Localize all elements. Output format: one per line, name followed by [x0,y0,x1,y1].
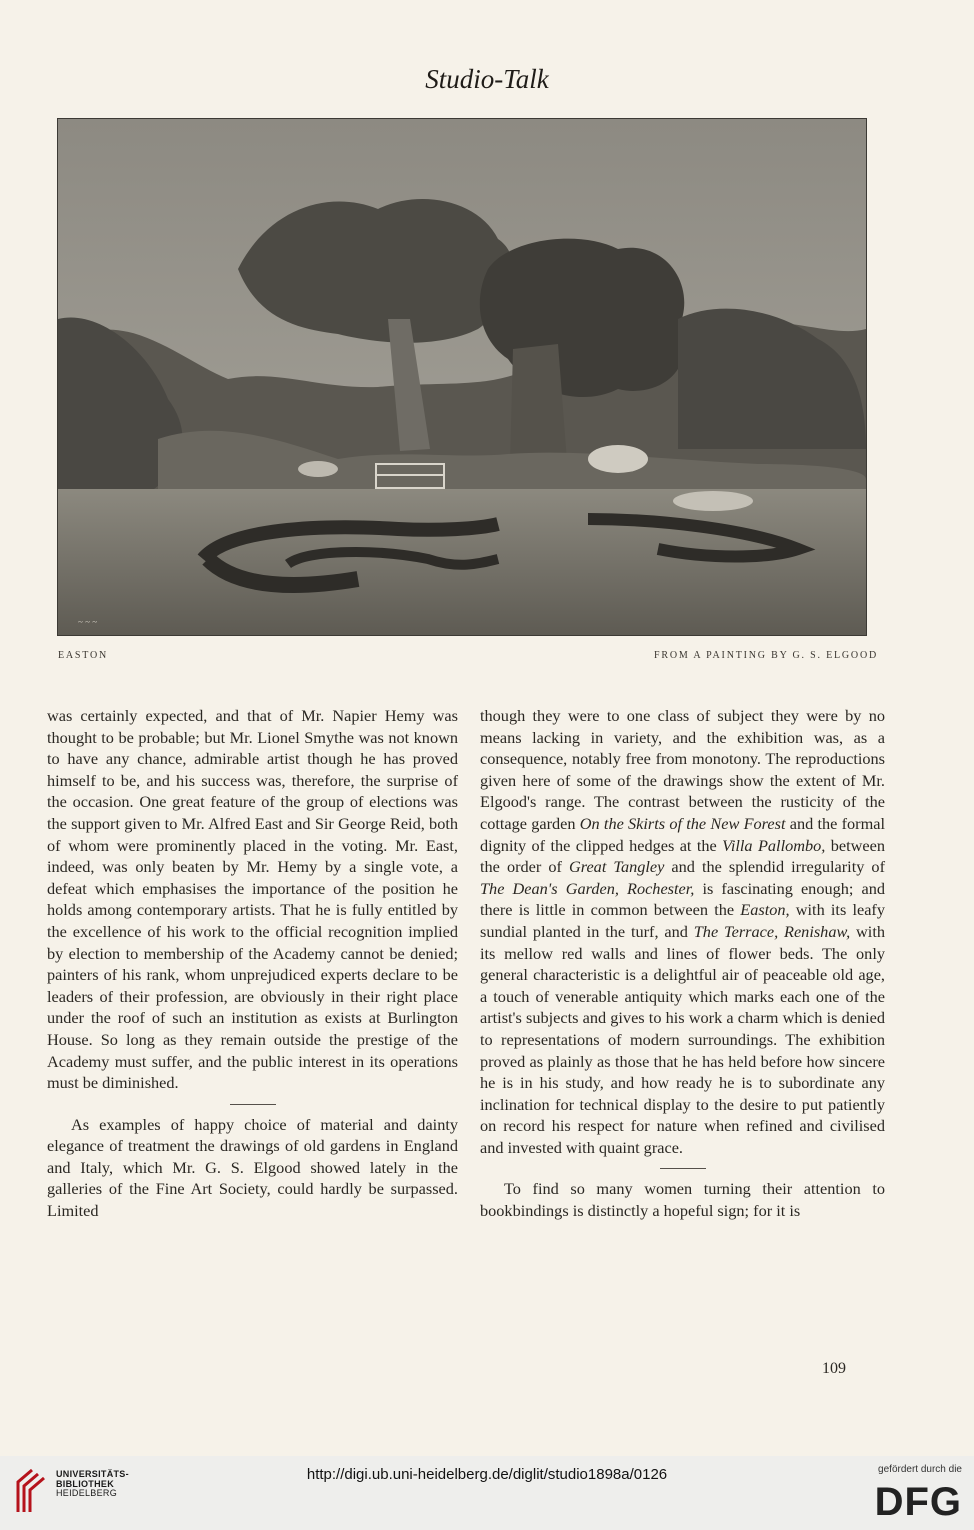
running-header: Studio-Talk [425,64,549,94]
section-divider [660,1168,706,1169]
right-column [480,705,885,1222]
left-paragraph-2: As examples of happy choice of material and dainty elegance of treatment the drawings of old gardens in England and Italy, which Mr. G. S. Elgood showed lately in the galleries of the Fine Art Society, could hardly be surpassed. Limited [47,1114,458,1221]
title-deans-garden: The Dean's Garden, Rochester, [480,878,695,898]
funding-note: gefördert durch die [878,1464,962,1475]
svg-text:~ ~ ~: ~ ~ ~ [78,617,98,627]
library-name: UNIVERSITÄTS- BIBLIOTHEK HEIDELBERG [56,1469,129,1498]
painting-plate [57,118,867,636]
permalink-url[interactable]: http://digi.ub.uni-heidelberg.de/diglit/studio1898a/0126 [306,1466,668,1483]
plate-caption-title: EASTON [58,650,109,661]
right-paragraph-1: though they were to one class of subject they were by no means lacking in variety, and the exhibition was, as a consequence, notably free from monotony. The reproductions given here of some of the drawings show the extent of Mr. Elgood's range. The contrast between the rusticity of the cottage garden On the Skirts of the New Forest and the formal dignity of the clipped hedges at the Villa Pallombo, between the order of Great Tangley and the splendid irregularity of The Dean's Garden, Rochester, is fascinating enough; and there is little in common between the Easton, with its leafy sundial planted in the turf, and The Terrace, Renishaw, with its mellow red walls and lines of flower beds. The only general characteristic is a delightful air of peaceable old age, a touch of venerable antiquity which marks each one of the artist's subjects and gives to his work a charm which is denied to representations of modern surroundings. The exhibition proved as plainly as those that he has held before how sincere he is in his study, and how ready he is to subordinate any inclination for technical display to the desire to put patiently on record his respect for nature when refined and civilised and invested with quaint grace. [480,706,886,1157]
title-villa-pallombo: Villa Pallombo, [722,835,826,855]
garden-painting-image [58,119,866,635]
right-paragraph-2: To find so many women turning their attention to bookbindings is distinctly a hopeful sign; for it is [480,1179,885,1221]
section-divider [230,1104,276,1105]
title-great-tangley: Great Tangley [568,857,665,877]
left-column [47,705,458,1222]
digitization-footer [0,1456,974,1530]
dfg-logo: DFG [874,1480,962,1524]
title-terrace-renishaw: The Terrace, Renishaw, [693,921,851,941]
left-paragraph-1: was certainly expected, and that of Mr. Napier Hemy was thought to be probable; but Mr. Lionel Smythe was not known to have any chance, admirable artist though he has proved himself to be, and his success was, therefore, the surprise of the occasion. One great feature of the group of elections was the support given to Mr. Alfred East and Sir George Reid, both of whom were prominently placed in the voting. Mr. East, indeed, was only beaten by Mr. Hemy by a single vote, a defeat which emphasises the importance of the position he holds among contemporary artists. That he is fully entitled by the excellence of his work to the official recognition implied by election to membership of the Academy cannot be denied; painters of his rank, whom unprejudiced experts declare to be leaders of their profession, are obviously in their right place under the roof of such an institution as exists at Burlington House. So long as they remain outside the prestige of the Academy must suffer, and the public interest in its operations must be diminished. [47,706,458,1093]
title-easton: Easton, [740,900,790,920]
title-new-forest: On the Skirts of the New Forest [579,813,786,833]
page-number: 109 [822,1360,846,1377]
plate-caption-credit: FROM A PAINTING BY G. S. ELGOOD [654,650,878,661]
